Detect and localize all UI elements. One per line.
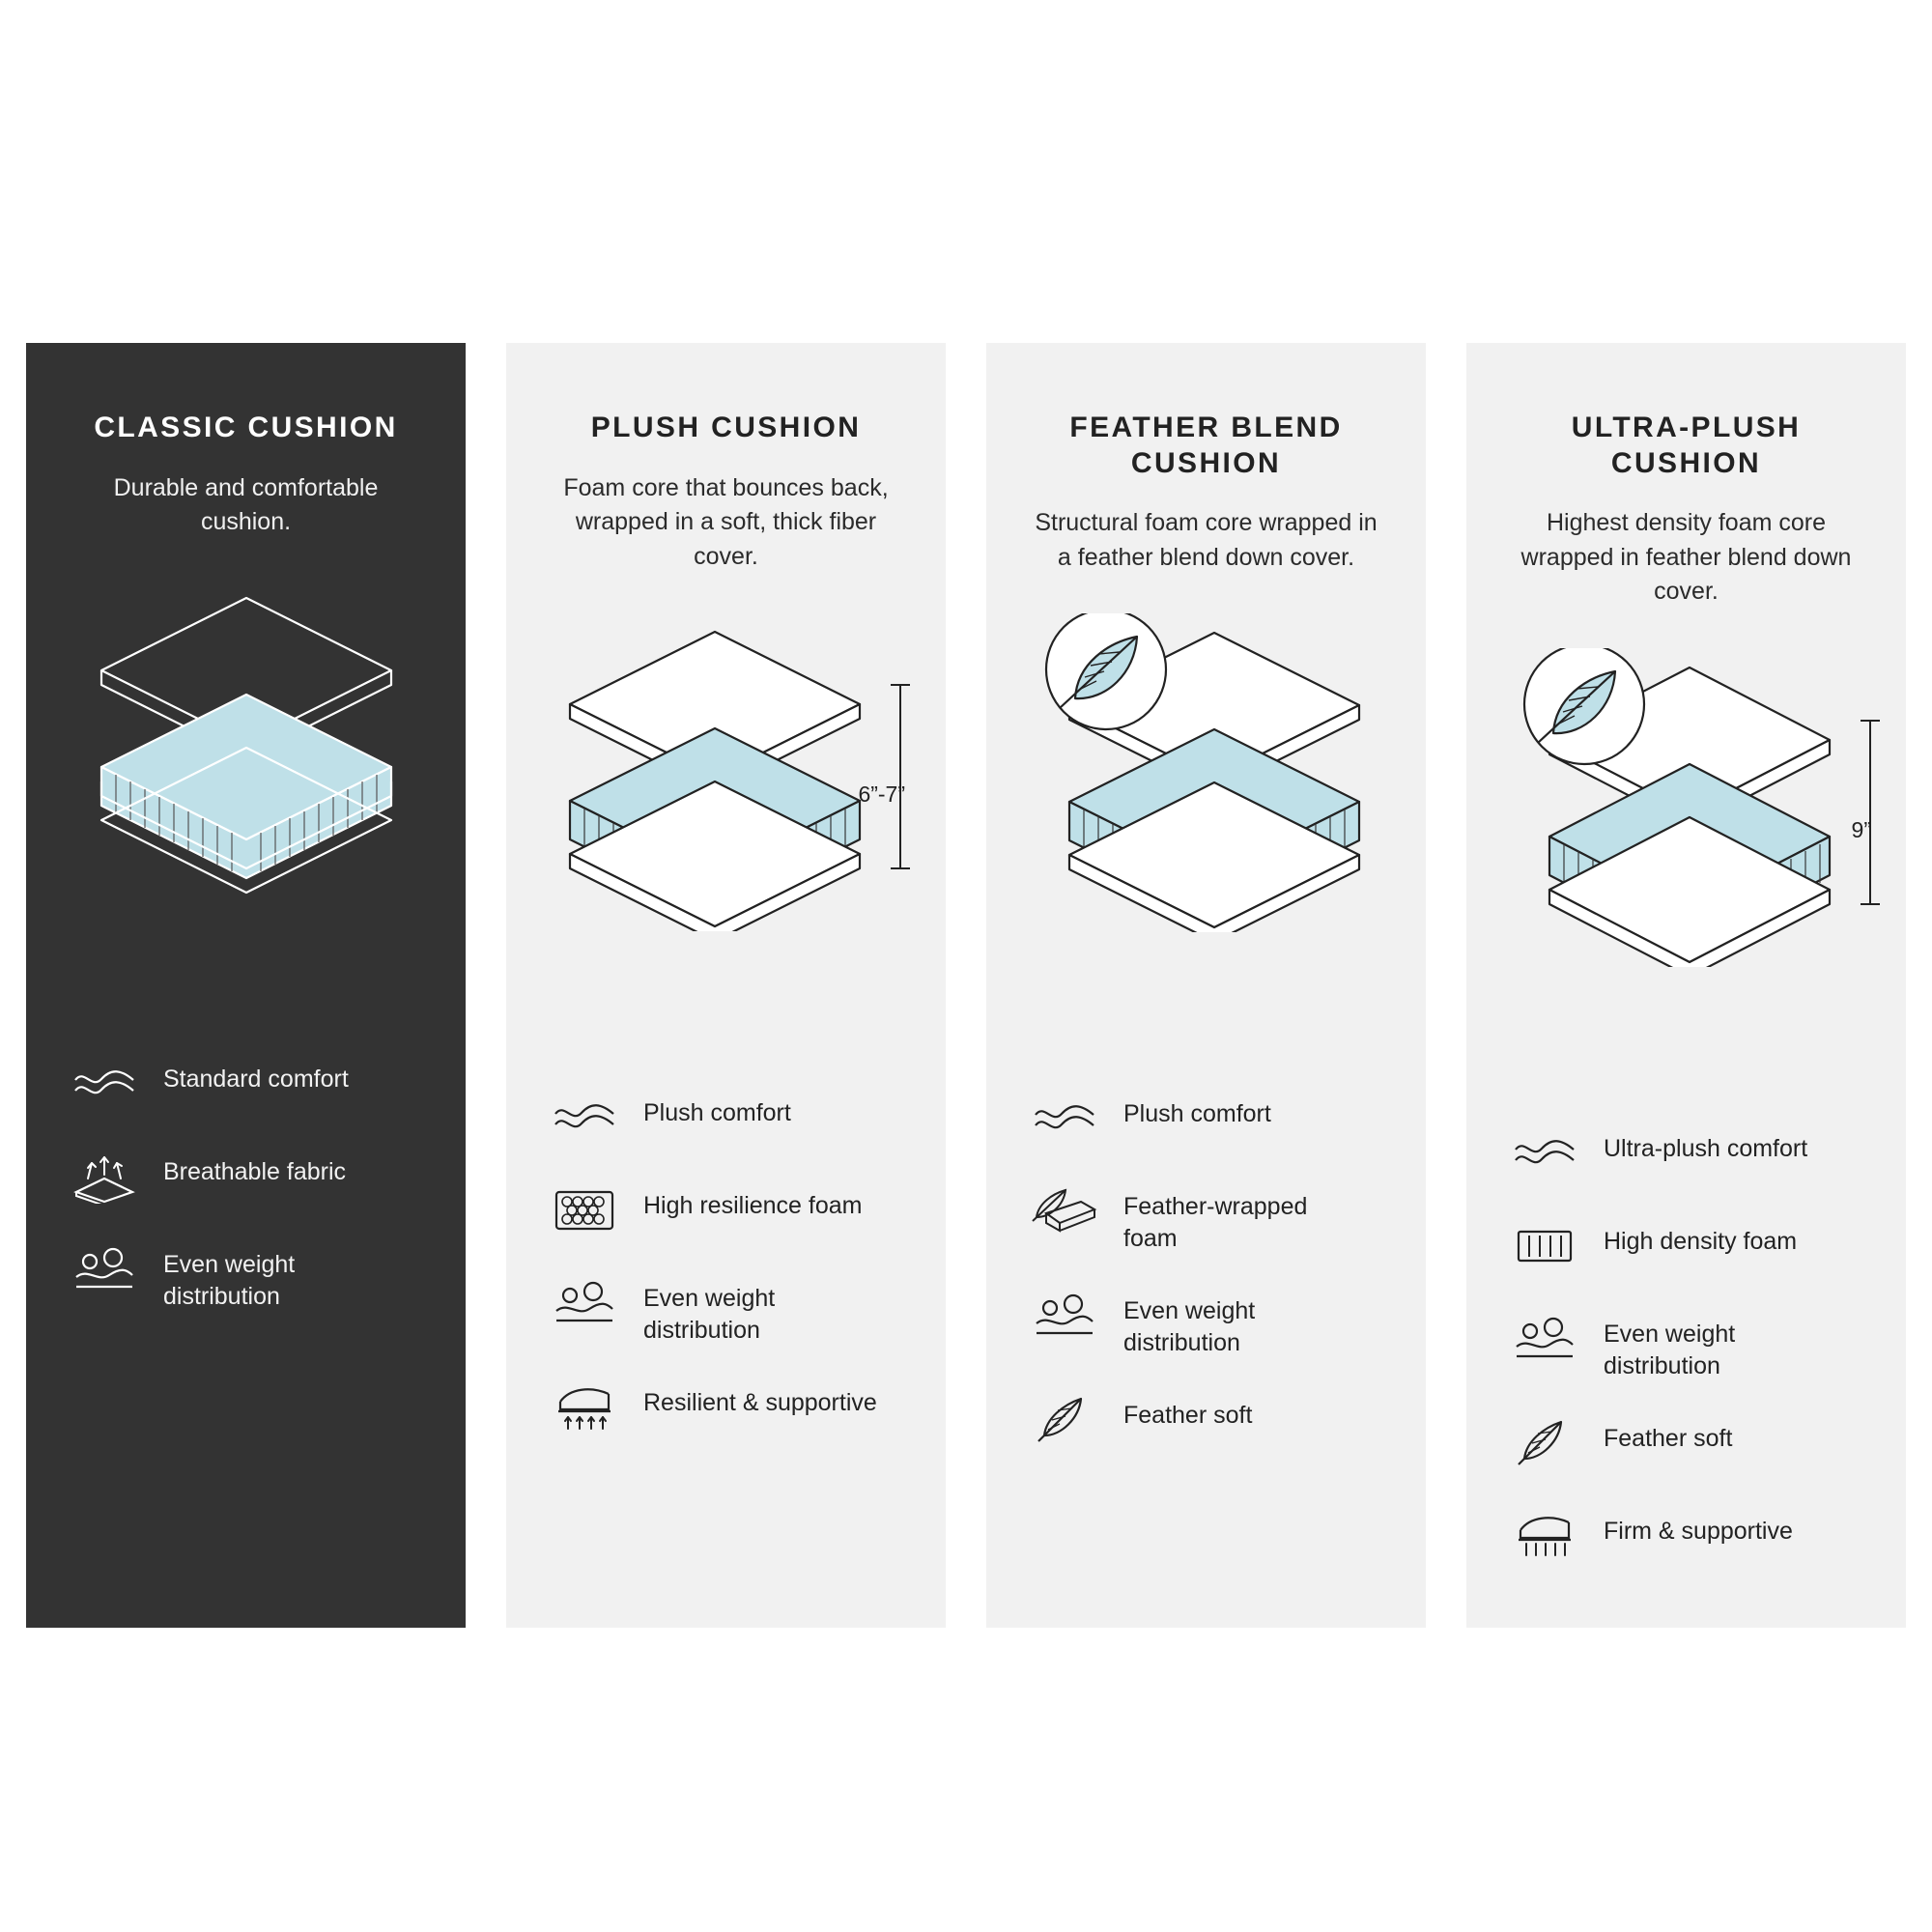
wave-icon (551, 1090, 618, 1146)
dimension-label: 6”-7” (858, 781, 905, 808)
feature-label: Feather soft (1604, 1424, 1733, 1452)
feature-label: Plush comfort (1123, 1100, 1271, 1128)
cushion-layers-diagram (1511, 648, 1871, 1102)
feature-label: Even weight distribution (1123, 1297, 1256, 1357)
feature-item (1511, 1218, 1861, 1278)
feature-label: Even weight distribution (163, 1250, 296, 1310)
card-description: Durable and comfortable cushion. (113, 473, 379, 536)
feature-label: Breathable fabric (163, 1157, 347, 1185)
feature-label: Feather soft (1123, 1402, 1253, 1430)
cushion-layers-diagram (71, 579, 421, 1033)
feature-list (1031, 1091, 1381, 1452)
honeycomb-foam-icon (551, 1182, 618, 1238)
card-title: FEATHER BLEND CUSHION (1069, 412, 1343, 479)
feature-list (551, 1090, 901, 1439)
dimension-label: 9” (1851, 816, 1871, 842)
cushion-layers-diagram (1031, 613, 1381, 1067)
feature-item (1511, 1415, 1861, 1475)
even-weight-icon (71, 1241, 138, 1297)
feature-item (1511, 1508, 1861, 1568)
feature-list (71, 1056, 421, 1313)
feature-label: Standard comfort (163, 1065, 349, 1093)
feature-item (71, 1056, 421, 1116)
feature-item (551, 1182, 901, 1242)
wave-icon (1031, 1091, 1098, 1147)
cushion-card-ultra-plush[interactable] (1466, 343, 1906, 1628)
dense-foam-icon (1511, 1218, 1578, 1274)
feather-icon (1031, 1392, 1098, 1448)
card-title: ULTRA-PLUSH CUSHION (1571, 412, 1802, 479)
even-weight-icon (1031, 1288, 1098, 1344)
wave-icon (1511, 1125, 1578, 1181)
feature-item (1511, 1125, 1861, 1185)
breathable-fabric-icon (71, 1149, 138, 1205)
card-title: CLASSIC CUSHION (94, 412, 398, 443)
cushion-card-feather-blend[interactable] (986, 343, 1426, 1628)
cushion-card-classic[interactable] (26, 343, 466, 1628)
feature-item (1031, 1288, 1381, 1359)
feature-label: Plush comfort (643, 1099, 791, 1127)
even-weight-icon (551, 1275, 618, 1331)
wave-icon (71, 1056, 138, 1112)
leaf-badge-icon (1524, 648, 1644, 764)
feature-label: Firm & supportive (1604, 1517, 1793, 1545)
card-description: Foam core that bounces back, wrapped in a soft, thick fiber cover. (563, 473, 889, 570)
feature-item (551, 1090, 901, 1150)
feather-icon (1511, 1415, 1578, 1471)
feature-item (71, 1149, 421, 1208)
even-weight-icon (1511, 1311, 1578, 1367)
card-description: Highest density foam core wrapped in feather blend down cover. (1520, 509, 1852, 606)
cushion-cards-row (0, 343, 1932, 1628)
supportive-seat-icon (1511, 1508, 1578, 1564)
feature-item (1031, 1091, 1381, 1151)
feature-label: High resilience foam (643, 1192, 863, 1220)
feature-label: Even weight distribution (1604, 1320, 1736, 1379)
feature-label: High density foam (1604, 1227, 1798, 1255)
feature-list (1511, 1125, 1861, 1568)
feature-item (1511, 1311, 1861, 1382)
leaf-badge-icon (1046, 613, 1166, 729)
feature-item (551, 1379, 901, 1439)
feather-wrapped-foam-icon (1031, 1183, 1098, 1239)
feature-item (71, 1241, 421, 1313)
feature-label: Feather-wrapped foam (1123, 1193, 1308, 1253)
feature-label: Even weight distribution (643, 1285, 776, 1345)
feature-label: Ultra-plush comfort (1604, 1134, 1808, 1162)
feature-item (1031, 1183, 1381, 1255)
card-description: Structural foam core wrapped in a feather blend down cover. (1035, 509, 1378, 571)
cushion-layers-diagram (551, 612, 905, 1066)
feature-label: Resilient & supportive (643, 1389, 877, 1417)
cushion-card-plush[interactable] (506, 343, 946, 1628)
feature-item (1031, 1392, 1381, 1452)
feature-item (551, 1275, 901, 1347)
card-title: PLUSH CUSHION (590, 412, 862, 443)
supportive-seat-icon (551, 1379, 618, 1435)
